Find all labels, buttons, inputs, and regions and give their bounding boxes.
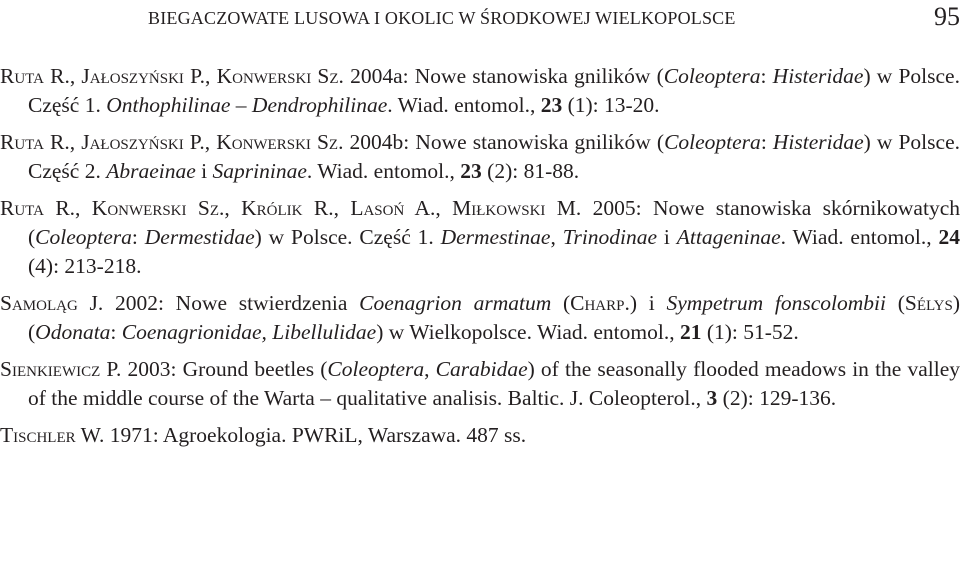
taxon-name: Dermestinae (440, 225, 551, 249)
reference-text: (1): 51-52. (701, 320, 799, 344)
reference-text: ) ( (28, 291, 960, 344)
reference-text: (4): 213-218. (28, 254, 142, 278)
reference-ruta-2004b (0, 128, 960, 186)
reference-text: ) i (629, 291, 667, 315)
reference-text: 2002: Nowe stwierdzenia (103, 291, 360, 315)
taxon-name: Trinodinae (562, 225, 658, 249)
reference-text: : (760, 130, 773, 154)
reference-text: 2003: Ground beetles ( (121, 357, 328, 381)
taxon-name: Coleoptera (327, 357, 425, 381)
reference-list (0, 62, 960, 458)
taxon-name: Onthophilinae – Dendrophilinae (106, 93, 388, 117)
reference-sienkiewicz-2003 (0, 355, 960, 413)
reference-text: 1971: Agroekologia. PWRiL, Warszawa. 487 ss. (104, 423, 527, 447)
reference-text: 2004b: Nowe stanowiska gnilików ( (343, 130, 665, 154)
reference-tischler-1971 (0, 421, 960, 450)
reference-text: 2004a: Nowe stanowiska gnilików ( (343, 64, 664, 88)
taxon-name: Carabidae (435, 357, 528, 381)
reference-samolag-2002 (0, 289, 960, 347)
reference-authors: Samoląg J. (0, 291, 104, 315)
taxon-name: Dermestidae (144, 225, 255, 249)
reference-text: . Wiad. entomol., (387, 93, 541, 117)
volume-number: 23 (460, 159, 482, 183)
reference-text: . Wiad. entomol., (780, 225, 939, 249)
volume-number: 3 (706, 386, 718, 410)
taxon-name: Coleoptera (663, 64, 761, 88)
taxon-name: Saprininae (212, 159, 307, 183)
volume-number: 23 (540, 93, 563, 117)
taxon-name: Attageninae (676, 225, 781, 249)
reference-text: . Wiad. entomol., (306, 159, 461, 183)
reference-authors: Ruta R., Konwerski Sz., Królik R., Lasoń A., Miłkowski M. (0, 196, 582, 220)
reference-text: ) w Polsce. Część 2. (28, 130, 960, 183)
reference-authors: Sienkiewicz P. (0, 357, 122, 381)
reference-text: : (131, 225, 145, 249)
reference-text: 2005: Nowe stanowiska skórnikowatych ( (28, 196, 960, 249)
taxon-name: Abraeinae (106, 159, 196, 183)
volume-number: 24 (938, 225, 960, 249)
volume-number: 21 (679, 320, 702, 344)
reference-text: ) w Polsce. Część 1. (28, 64, 960, 117)
reference-ruta-2005 (0, 194, 960, 281)
reference-text: ) w Polsce. Część 1. (254, 225, 441, 249)
reference-text: (1): 13-20. (562, 93, 660, 117)
reference-text: (2): 81-88. (481, 159, 580, 183)
reference-authors: Tischler W. (0, 423, 105, 447)
taxon-name: Histeridae (772, 130, 864, 154)
taxon-name: Sympetrum fonscolombii (666, 291, 886, 315)
taxon-name: Histeridae (772, 64, 864, 88)
taxon-author: Sélys (904, 291, 953, 315)
reference-text: , (550, 225, 563, 249)
reference-ruta-2004a (0, 62, 960, 120)
reference-text: i (195, 159, 213, 183)
reference-text: ( (885, 291, 905, 315)
taxon-author: Charp. (570, 291, 630, 315)
reference-text: ) w Wielkopolsce. Wiad. entomol., (376, 320, 680, 344)
reference-text: i (657, 225, 677, 249)
reference-text: ( (551, 291, 571, 315)
taxon-name: Coenagrionidae, Libellulidae (121, 320, 377, 344)
reference-authors: Ruta R., Jałoszyński P., Konwerski Sz. (0, 130, 344, 154)
page-number: 95 (934, 2, 960, 31)
reference-text: : (760, 64, 773, 88)
reference-text: , (424, 357, 436, 381)
running-title: BIEGACZOWATE LUSOWA I OKOLIC W ŚRODKOWEJ WIELKOPOLSCE (148, 8, 736, 28)
taxon-name: Odonata (35, 320, 111, 344)
reference-text: : (110, 320, 122, 344)
reference-text: ) of the seasonally flooded meadows in the valley of the middle course of the Warta – qualitative analisis. Baltic. J. Coleopterol., (28, 357, 960, 410)
taxon-name: Coleoptera (35, 225, 132, 249)
running-header (148, 4, 960, 34)
reference-text: (2): 129-136. (717, 386, 837, 410)
taxon-name: Coenagrion armatum (359, 291, 552, 315)
reference-authors: Ruta R., Jałoszyński P., Konwerski Sz. (0, 64, 344, 88)
taxon-name: Coleoptera (664, 130, 761, 154)
